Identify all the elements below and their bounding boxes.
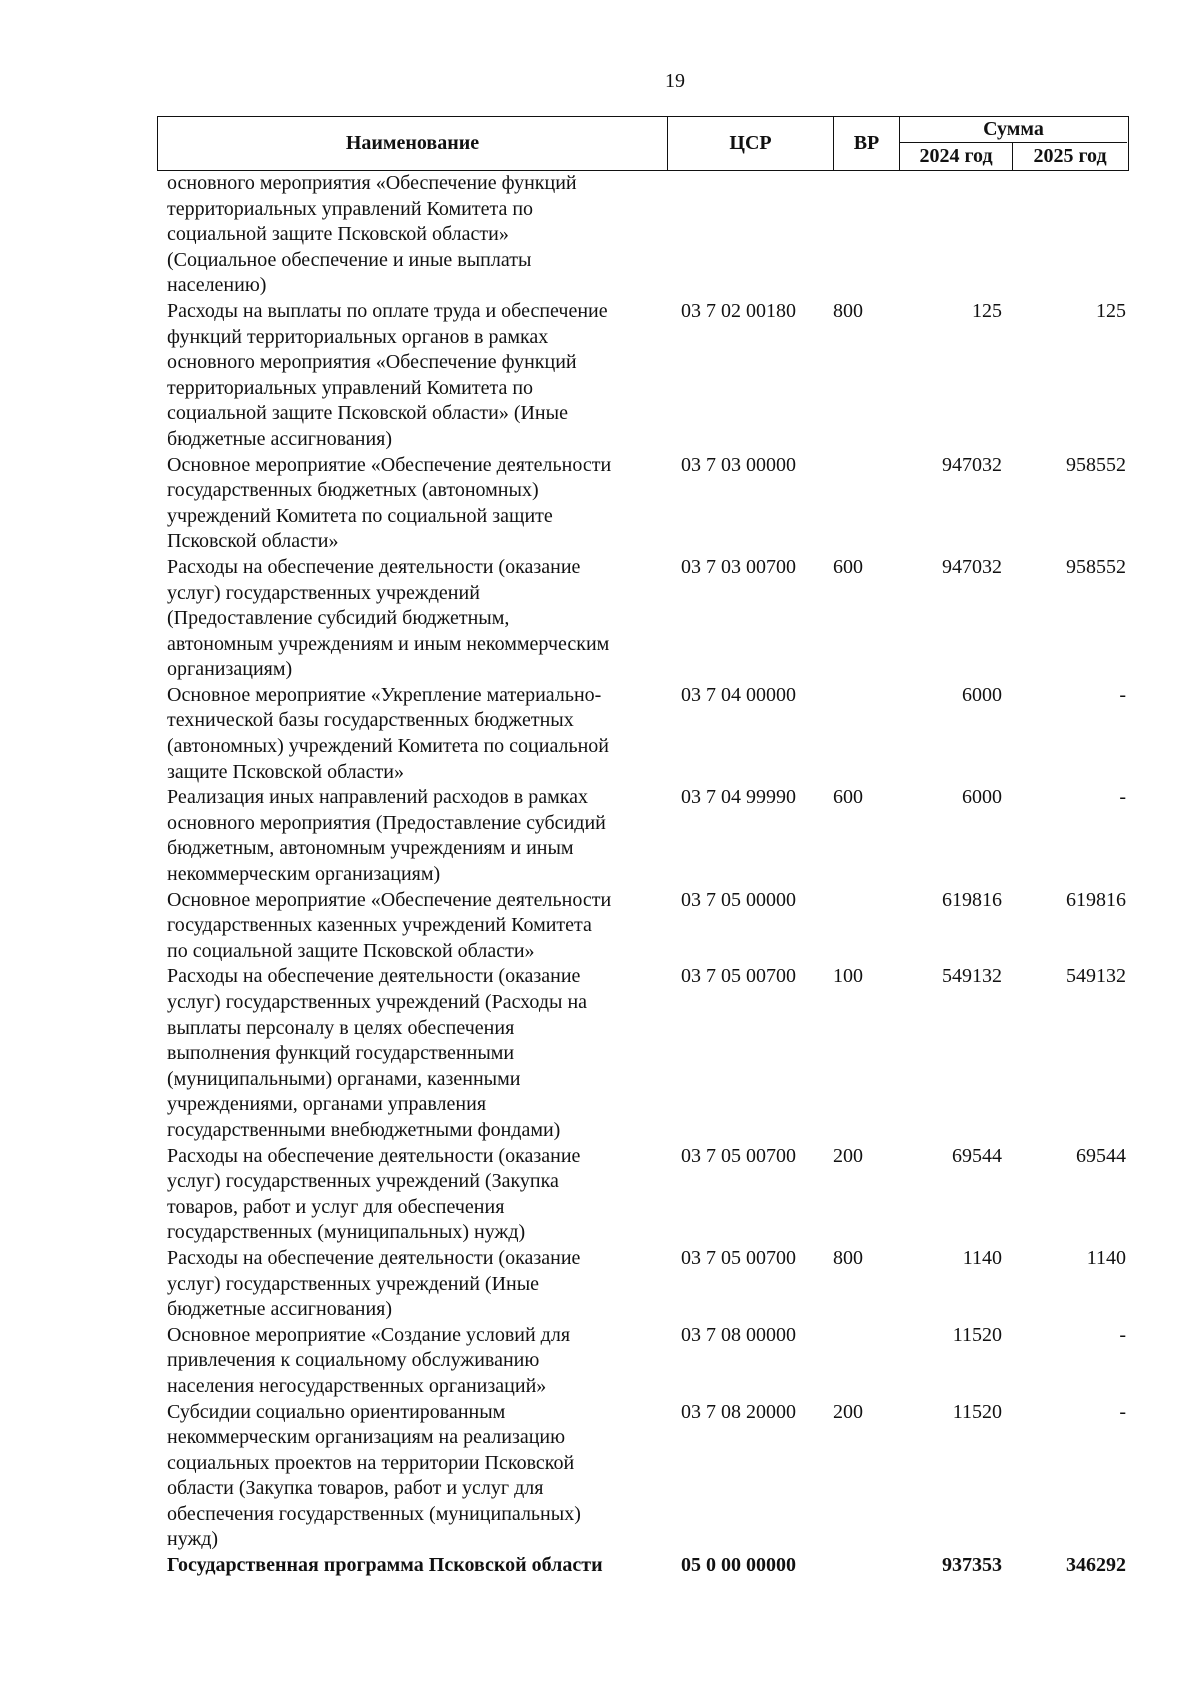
row-name-line: выплаты персоналу в целях обеспечения bbox=[167, 1016, 515, 1039]
row-sum-2025: 958552 bbox=[1066, 555, 1126, 578]
row-name-line: функций территориальных органов в рамках bbox=[167, 325, 549, 348]
table-row bbox=[157, 299, 1129, 453]
row-name-line: Расходы на обеспечение деятельности (оказание bbox=[167, 1246, 581, 1269]
row-name bbox=[157, 785, 667, 887]
row-name-line: выполнения функций государственными bbox=[167, 1042, 515, 1065]
row-name-line: государственными внебюджетными фондами) bbox=[167, 1118, 561, 1141]
row-name-line: бюджетные ассигнования) bbox=[167, 427, 393, 450]
row-sum-2025: 958552 bbox=[1066, 453, 1126, 476]
row-vr bbox=[833, 1323, 899, 1400]
row-name bbox=[157, 1400, 667, 1554]
row-name-line: Основное мероприятие «Укрепление материально- bbox=[167, 683, 602, 706]
row-name-line: учреждениями, органами управления bbox=[167, 1093, 487, 1116]
row-sum-2025: 69544 bbox=[1076, 1144, 1126, 1167]
row-sum-2025: 619816 bbox=[1066, 888, 1126, 911]
row-name-line: населения негосударственных организаций» bbox=[167, 1374, 547, 1397]
row-name-line: Субсидии социально ориентированным bbox=[167, 1400, 506, 1423]
row-name-line: защите Псковской области» bbox=[167, 760, 404, 783]
table-row bbox=[157, 1323, 1129, 1400]
row-sum-2024: 6000 bbox=[962, 683, 1002, 706]
row-csr: 03 7 04 99990 bbox=[681, 786, 796, 809]
row-vr: 200 bbox=[833, 1144, 863, 1167]
row-sum-2024: 11520 bbox=[952, 1400, 1002, 1423]
row-csr: 03 7 04 00000 bbox=[681, 683, 796, 706]
row-name-line: нужд) bbox=[167, 1528, 219, 1551]
row-vr bbox=[833, 888, 899, 965]
row-name-line: социальной защите Псковской области» bbox=[167, 223, 509, 246]
row-vr: 100 bbox=[833, 965, 863, 988]
row-sum-2025: 346292 bbox=[1066, 1554, 1126, 1577]
row-name-line: Государственная программа Псковской области bbox=[167, 1554, 603, 1577]
row-vr: 600 bbox=[833, 786, 863, 809]
row-sum-2024: 937353 bbox=[942, 1554, 1002, 1577]
row-name-line: некоммерческим организациям) bbox=[167, 863, 441, 886]
row-name bbox=[157, 299, 667, 453]
row-name bbox=[157, 1144, 667, 1246]
header-year-2025: 2025 год bbox=[1033, 145, 1107, 167]
row-name bbox=[157, 1246, 667, 1323]
row-name-line: государственных (муниципальных) нужд) bbox=[167, 1221, 526, 1244]
row-name-line: (муниципальными) органами, казенными bbox=[167, 1067, 521, 1090]
row-sum-2025: 1140 bbox=[1086, 1246, 1126, 1269]
row-sum-2025: - bbox=[1119, 1323, 1126, 1346]
table-body bbox=[157, 171, 1129, 1579]
row-name bbox=[157, 1553, 667, 1579]
row-sum-2024: 69544 bbox=[952, 1144, 1002, 1167]
row-vr bbox=[833, 683, 899, 785]
row-name-line: территориальных управлений Комитета по bbox=[167, 376, 534, 399]
page-number: 19 bbox=[665, 70, 685, 92]
row-csr: 03 7 02 00180 bbox=[681, 299, 796, 322]
row-vr bbox=[833, 171, 899, 299]
table-row bbox=[157, 1400, 1129, 1554]
table-row bbox=[157, 453, 1129, 555]
row-sum-2024: 947032 bbox=[942, 555, 1002, 578]
header-sum: Сумма bbox=[900, 117, 1127, 143]
row-name-line: государственных казенных учреждений Комитета bbox=[167, 914, 592, 937]
row-name-line: учреждений Комитета по социальной защите bbox=[167, 504, 553, 527]
row-name-line: (автономных) учреждений Комитета по социальной bbox=[167, 735, 610, 758]
row-name-line: бюджетные ассигнования) bbox=[167, 1298, 393, 1321]
row-csr: 05 0 00 00000 bbox=[681, 1554, 796, 1577]
row-name-line: автономным учреждениям и иным некоммерческим bbox=[167, 632, 610, 655]
row-name bbox=[157, 888, 667, 965]
row-name-line: обеспечения государственных (муниципальных) bbox=[167, 1502, 581, 1525]
row-sum-2025: 125 bbox=[1096, 299, 1126, 322]
row-name-line: Реализация иных направлений расходов в рамках bbox=[167, 786, 589, 809]
row-sum-2024: 1140 bbox=[962, 1246, 1002, 1269]
row-name-line: привлечения к социальному обслуживанию bbox=[167, 1349, 540, 1372]
row-csr: 03 7 05 00000 bbox=[681, 888, 796, 911]
row-name-line: Основное мероприятие «Создание условий для bbox=[167, 1323, 571, 1346]
row-sum-2024 bbox=[899, 171, 1012, 299]
row-sum-2024: 11520 bbox=[952, 1323, 1002, 1346]
row-name-line: социальной защите Псковской области» (Иные bbox=[167, 402, 568, 425]
row-sum-2025: - bbox=[1119, 683, 1126, 706]
row-name-line: населению) bbox=[167, 274, 267, 297]
row-vr bbox=[833, 453, 899, 555]
row-name-line: Основное мероприятие «Обеспечение деятельности bbox=[167, 453, 612, 476]
table-row bbox=[157, 1553, 1129, 1579]
row-name bbox=[157, 171, 667, 299]
row-name-line: основного мероприятия «Обеспечение функций bbox=[167, 172, 577, 194]
row-vr: 800 bbox=[833, 299, 863, 322]
table-row bbox=[157, 171, 1129, 299]
row-sum-2024: 947032 bbox=[942, 453, 1002, 476]
row-name bbox=[157, 453, 667, 555]
row-sum-2024: 549132 bbox=[942, 965, 1002, 988]
row-name-line: основного мероприятия «Обеспечение функций bbox=[167, 351, 577, 374]
row-sum-2024: 619816 bbox=[942, 888, 1002, 911]
row-csr: 03 7 03 00700 bbox=[681, 555, 796, 578]
header-vr: ВР bbox=[834, 117, 900, 170]
row-vr: 800 bbox=[833, 1246, 863, 1269]
row-name-line: бюджетным, автономным учреждениям и иным bbox=[167, 837, 574, 860]
row-name-line: по социальной защите Псковской области» bbox=[167, 939, 535, 962]
row-name-line: области (Закупка товаров, работ и услуг для bbox=[167, 1477, 544, 1500]
row-name-line: государственных бюджетных (автономных) bbox=[167, 479, 539, 502]
row-name-line: некоммерческим организациям на реализацию bbox=[167, 1426, 566, 1449]
table-header bbox=[157, 116, 1129, 171]
row-sum-2024: 125 bbox=[972, 299, 1002, 322]
row-name-line: услуг) государственных учреждений (Закупка bbox=[167, 1170, 559, 1193]
row-sum-2025: 549132 bbox=[1066, 965, 1126, 988]
row-name-line: товаров, работ и услуг для обеспечения bbox=[167, 1195, 505, 1218]
row-name-line: Псковской области» bbox=[167, 530, 339, 553]
row-csr: 03 7 05 00700 bbox=[681, 1246, 796, 1269]
row-name-line: Расходы на обеспечение деятельности (оказание bbox=[167, 555, 581, 578]
row-csr: 03 7 05 00700 bbox=[681, 1144, 796, 1167]
row-name bbox=[157, 1323, 667, 1400]
row-sum-2025: - bbox=[1119, 786, 1126, 809]
row-name-line: Основное мероприятие «Обеспечение деятельности bbox=[167, 888, 612, 911]
row-csr: 03 7 03 00000 bbox=[681, 453, 796, 476]
header-year-2024: 2024 год bbox=[900, 143, 1013, 170]
row-name-line: Расходы на обеспечение деятельности (оказание bbox=[167, 1144, 581, 1167]
row-name bbox=[157, 683, 667, 785]
header-csr: ЦСР bbox=[668, 117, 834, 170]
table-row bbox=[157, 1246, 1129, 1323]
row-name bbox=[157, 555, 667, 683]
table-row bbox=[157, 1144, 1129, 1246]
row-csr bbox=[667, 171, 833, 299]
row-name-line: Расходы на обеспечение деятельности (оказание bbox=[167, 965, 581, 988]
row-csr: 03 7 08 20000 bbox=[681, 1400, 796, 1423]
row-csr: 03 7 08 00000 bbox=[681, 1323, 796, 1346]
row-name-line: услуг) государственных учреждений bbox=[167, 581, 480, 604]
row-name-line: услуг) государственных учреждений (Иные bbox=[167, 1272, 540, 1295]
row-name-line: (Социальное обеспечение и иные выплаты bbox=[167, 248, 532, 271]
table-row bbox=[157, 683, 1129, 785]
row-sum-2024: 6000 bbox=[962, 786, 1002, 809]
row-vr: 600 bbox=[833, 555, 863, 578]
row-name-line: услуг) государственных учреждений (Расходы на bbox=[167, 991, 588, 1013]
row-name bbox=[157, 964, 667, 1143]
row-name-line: территориальных управлений Комитета по bbox=[167, 197, 534, 220]
row-csr: 03 7 05 00700 bbox=[681, 965, 796, 988]
row-vr: 200 bbox=[833, 1400, 863, 1423]
table-row bbox=[157, 888, 1129, 965]
row-name-line: социальных проектов на территории Псковской bbox=[167, 1451, 575, 1474]
row-sum-2025 bbox=[1012, 171, 1126, 299]
row-vr bbox=[833, 1553, 899, 1579]
header-name: Наименование bbox=[158, 117, 668, 170]
row-sum-2025: - bbox=[1119, 1400, 1126, 1423]
row-name-line: (Предоставление субсидий бюджетным, bbox=[167, 607, 510, 630]
table-row bbox=[157, 964, 1129, 1143]
row-name-line: Расходы на выплаты по оплате труда и обеспечение bbox=[167, 299, 608, 322]
row-name-line: технической базы государственных бюджетных bbox=[167, 709, 574, 732]
row-name-line: основного мероприятия (Предоставление субсидий bbox=[167, 811, 606, 834]
row-name-line: организациям) bbox=[167, 658, 293, 681]
table-row bbox=[157, 785, 1129, 887]
table-row bbox=[157, 555, 1129, 683]
